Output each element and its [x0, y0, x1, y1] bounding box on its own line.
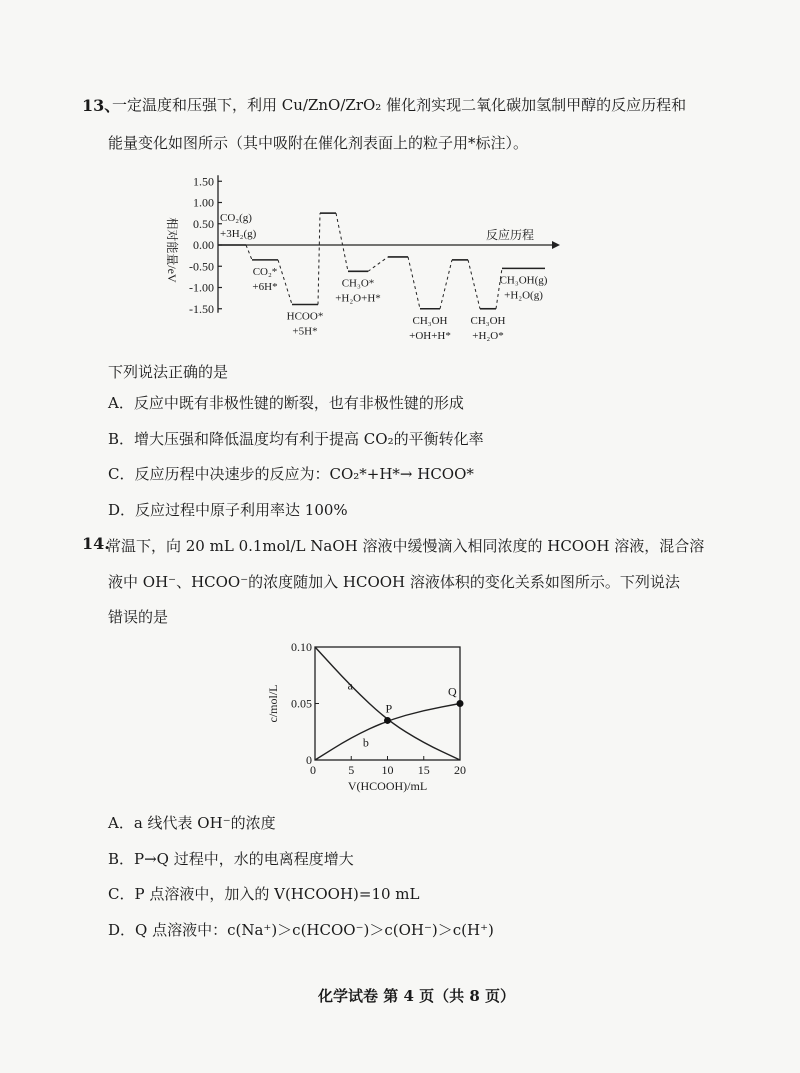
page-footer: 化学试卷 第 4 页（共 8 页） — [318, 987, 515, 1005]
point-label-P: P — [385, 701, 393, 716]
x-tick-label-0: 0 — [310, 763, 316, 777]
y-tick-label-2: 0.10 — [291, 640, 312, 654]
question-14-option-b: B．P→Q 过程中，水的电离程度增大 — [108, 850, 354, 868]
energy-transition-2 — [318, 213, 320, 304]
energy-transition-1 — [278, 260, 292, 305]
y-tick-label-0: 1.50 — [193, 174, 214, 189]
x-tick-label-2: 10 — [381, 763, 394, 777]
y-tick-label-5: -1.00 — [189, 280, 214, 295]
step-label-0-line1: CO₂(g) — [220, 212, 252, 224]
x-axis-label: 反应历程 — [485, 228, 535, 242]
step-label-8-line2: +H₂O* — [472, 329, 504, 342]
point-P — [384, 717, 391, 724]
energy-transition-7 — [468, 260, 480, 309]
y-tick-label-0: 0 — [306, 753, 312, 767]
question-14-option-d: D．Q 点溶液中：c(Na⁺)＞c(HCOO⁻)＞c(OH⁻)＞c(H⁺) — [108, 921, 494, 939]
energy-transition-0 — [246, 245, 252, 260]
question-13-option-a: A．反应中既有非极性键的断裂，也有非极性键的形成 — [108, 394, 464, 412]
step-label-6-line1: CH₃OH — [412, 314, 448, 327]
step-label-8-line1: CH₃OH — [470, 314, 506, 327]
step-label-6-line2: +OH+H* — [409, 329, 451, 342]
x-tick-label-1: 5 — [348, 763, 355, 777]
step-label-4-line2: +H₂O+H* — [335, 292, 381, 305]
step-label-0-line2: +3H₂(g) — [220, 228, 257, 240]
step-label-4-line1: CH₃O* — [341, 277, 375, 290]
y-tick-label-2: 0.50 — [193, 216, 214, 231]
step-label-9-line2: +H₂O(g) — [504, 289, 543, 302]
x-axis-arrow — [552, 241, 560, 249]
question-13-option-d: D．反应过程中原子利用率达 100% — [108, 501, 348, 519]
question-13-stem-line1: 一定温度和压强下，利用 Cu/ZnO/ZrO₂ 催化剂实现二氧化碳加氢制甲醇的反应历程和 — [112, 96, 687, 114]
energy-transition-4 — [368, 257, 388, 271]
step-label-1-line2: +6H* — [252, 280, 278, 293]
question-14-stem-line3: 错误的是 — [108, 608, 169, 626]
series-label-a: a — [347, 678, 353, 693]
x-tick-label-3: 15 — [417, 763, 430, 777]
y-tick-label-3: 0.00 — [193, 238, 214, 252]
y-tick-label-4: -0.50 — [189, 259, 214, 274]
point-label-Q: Q — [448, 684, 457, 699]
y-axis-label: 相对能量/eV — [165, 217, 179, 283]
question-13-number: 13、 — [82, 96, 121, 115]
x-tick-label-4: 20 — [454, 763, 466, 777]
question-13-prompt: 下列说法正确的是 — [108, 363, 229, 381]
energy-transition-5 — [408, 257, 420, 309]
question-14-option-a: A．a 线代表 OH⁻的浓度 — [108, 814, 276, 832]
y-axis-label: c/mol/L — [266, 684, 280, 723]
step-label-2-line2: +5H* — [292, 325, 318, 338]
step-label-1-line1: CO₂* — [252, 265, 278, 278]
concentration-chart — [255, 635, 485, 800]
question-13-option-c: C．反应历程中决速步的反应为：CO₂*+H*→ HCOO* — [108, 465, 474, 483]
y-tick-label-1: 0.05 — [291, 696, 312, 711]
step-label-9-line1: CH₃OH(g) — [499, 274, 548, 287]
question-13-option-b: B．增大压强和降低温度均有利于提高 CO₂的平衡转化率 — [108, 430, 484, 448]
point-Q — [457, 700, 464, 707]
step-label-2-line1: HCOO* — [286, 310, 324, 323]
question-13-stem-line2: 能量变化如图所示（其中吸附在催化剂表面上的粒子用*标注）。 — [108, 134, 529, 152]
question-14-number: 14. — [82, 534, 110, 553]
question-14-stem-line2: 液中 OH⁻、HCOO⁻的浓度随加入 HCOOH 溶液体积的变化关系如图所示。下列说法 — [108, 573, 680, 591]
energy-transition-3 — [336, 213, 348, 271]
series-label-b: b — [362, 735, 369, 750]
question-14-stem-line1: 常温下，向 20 mL 0.1mol/L NaOH 溶液中缓慢滴入相同浓度的 HCOOH 溶液，混合溶 — [106, 537, 705, 555]
energy-transition-6 — [440, 260, 452, 309]
question-14-option-c: C．P 点溶液中，加入的 V(HCOOH)=10 mL — [108, 885, 420, 903]
y-tick-label-1: 1.00 — [193, 195, 214, 210]
x-axis-label: V(HCOOH)/mL — [347, 779, 428, 793]
y-tick-label-6: -1.50 — [189, 301, 214, 316]
energy-profile-chart — [150, 165, 580, 355]
